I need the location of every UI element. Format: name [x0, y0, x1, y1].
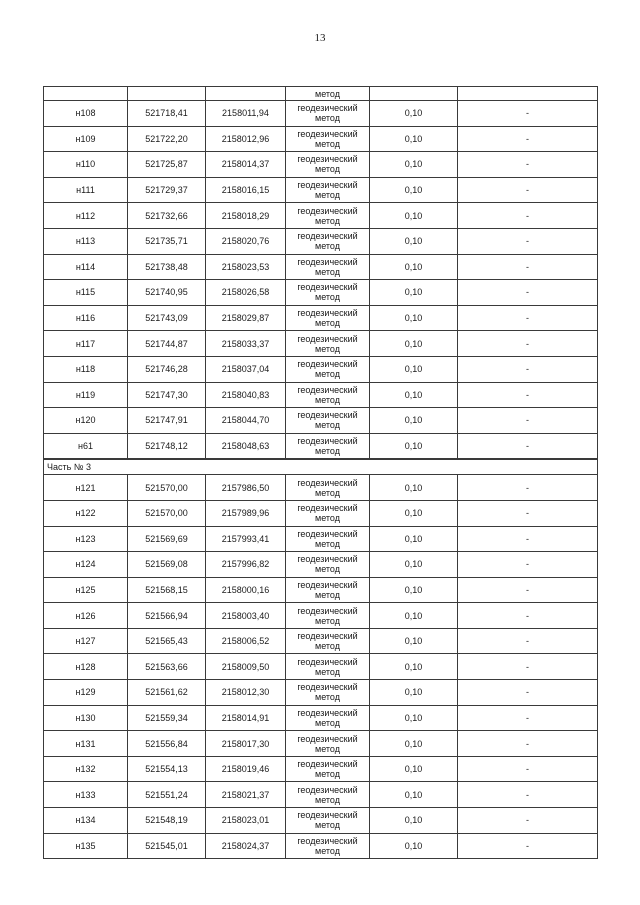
- method-cell: геодезический метод: [286, 603, 370, 629]
- point-cell: н128: [44, 654, 128, 680]
- x-cell: 521563,66: [128, 654, 206, 680]
- method-cell: геодезический метод: [286, 577, 370, 603]
- x-cell: 521554,13: [128, 756, 206, 782]
- accuracy-cell: 0,10: [370, 331, 458, 357]
- remark-cell: -: [458, 101, 598, 127]
- x-cell: 521568,15: [128, 577, 206, 603]
- remark-cell: -: [458, 177, 598, 203]
- accuracy-cell: 0,10: [370, 603, 458, 629]
- x-cell: 521548,19: [128, 808, 206, 834]
- table-row: [44, 228, 598, 254]
- point-cell: н129: [44, 680, 128, 706]
- x-cell: 521559,34: [128, 705, 206, 731]
- x-cell: 521718,41: [128, 101, 206, 127]
- accuracy-cell: 0,10: [370, 680, 458, 706]
- remark-cell: -: [458, 254, 598, 280]
- table-row: [44, 577, 598, 603]
- point-cell: н118: [44, 356, 128, 382]
- table-row: [44, 526, 598, 552]
- point-cell: н121: [44, 475, 128, 501]
- table-row: [44, 126, 598, 152]
- method-cell: геодезический метод: [286, 280, 370, 306]
- accuracy-cell: 0,10: [370, 526, 458, 552]
- table-row: [44, 833, 598, 859]
- remark-cell: -: [458, 705, 598, 731]
- x-cell: 521735,71: [128, 228, 206, 254]
- point-cell: н122: [44, 500, 128, 526]
- point-cell: н120: [44, 408, 128, 434]
- method-cell: геодезический метод: [286, 756, 370, 782]
- table-row: [44, 280, 598, 306]
- method-cell: геодезический метод: [286, 101, 370, 127]
- point-cell: н125: [44, 577, 128, 603]
- method-cell: геодезический метод: [286, 408, 370, 434]
- accuracy-cell: 0,10: [370, 833, 458, 859]
- point-cell: н108: [44, 101, 128, 127]
- remark-cell: -: [458, 731, 598, 757]
- table-row: [44, 87, 598, 101]
- table-row: [44, 356, 598, 382]
- accuracy-cell: 0,10: [370, 228, 458, 254]
- accuracy-cell: 0,10: [370, 356, 458, 382]
- method-cell: геодезический метод: [286, 833, 370, 859]
- point-cell: н117: [44, 331, 128, 357]
- y-cell: [206, 87, 286, 101]
- remark-cell: -: [458, 203, 598, 229]
- y-cell: 2158044,70: [206, 408, 286, 434]
- accuracy-cell: 0,10: [370, 731, 458, 757]
- y-cell: 2158014,37: [206, 152, 286, 178]
- y-cell: 2158026,58: [206, 280, 286, 306]
- y-cell: 2158021,37: [206, 782, 286, 808]
- point-cell: н116: [44, 305, 128, 331]
- y-cell: 2158033,37: [206, 331, 286, 357]
- remark-cell: -: [458, 433, 598, 459]
- x-cell: 521747,30: [128, 382, 206, 408]
- y-cell: 2158029,87: [206, 305, 286, 331]
- remark-cell: [458, 87, 598, 101]
- y-cell: 2157986,50: [206, 475, 286, 501]
- y-cell: 2158014,91: [206, 705, 286, 731]
- remark-cell: -: [458, 331, 598, 357]
- table-row: [44, 500, 598, 526]
- y-cell: 2158040,83: [206, 382, 286, 408]
- x-cell: 521748,12: [128, 433, 206, 459]
- accuracy-cell: 0,10: [370, 475, 458, 501]
- point-cell: н114: [44, 254, 128, 280]
- point-cell: н115: [44, 280, 128, 306]
- table-row: [44, 408, 598, 434]
- method-cell: геодезический метод: [286, 782, 370, 808]
- method-cell: геодезический метод: [286, 526, 370, 552]
- y-cell: 2158012,96: [206, 126, 286, 152]
- remark-cell: -: [458, 833, 598, 859]
- point-cell: н111: [44, 177, 128, 203]
- y-cell: 2158048,63: [206, 433, 286, 459]
- method-cell: геодезический метод: [286, 808, 370, 834]
- x-cell: 521746,28: [128, 356, 206, 382]
- table-row: [44, 756, 598, 782]
- method-cell: геодезический метод: [286, 433, 370, 459]
- method-cell: геодезический метод: [286, 628, 370, 654]
- remark-cell: -: [458, 654, 598, 680]
- x-cell: 521722,20: [128, 126, 206, 152]
- y-cell: 2158017,30: [206, 731, 286, 757]
- y-cell: 2158000,16: [206, 577, 286, 603]
- table-row: [44, 152, 598, 178]
- table-row: [44, 603, 598, 629]
- x-cell: 521566,94: [128, 603, 206, 629]
- remark-cell: -: [458, 126, 598, 152]
- method-cell: геодезический метод: [286, 500, 370, 526]
- remark-cell: -: [458, 808, 598, 834]
- method-cell: геодезический метод: [286, 126, 370, 152]
- table-row: [44, 628, 598, 654]
- remark-cell: -: [458, 756, 598, 782]
- table-row: [44, 475, 598, 501]
- method-cell: геодезический метод: [286, 254, 370, 280]
- point-cell: н134: [44, 808, 128, 834]
- remark-cell: -: [458, 305, 598, 331]
- x-cell: 521569,08: [128, 552, 206, 578]
- accuracy-cell: 0,10: [370, 382, 458, 408]
- x-cell: [128, 87, 206, 101]
- method-cell: геодезический метод: [286, 331, 370, 357]
- y-cell: 2158011,94: [206, 101, 286, 127]
- accuracy-cell: 0,10: [370, 577, 458, 603]
- method-cell: геодезический метод: [286, 203, 370, 229]
- table-row: [44, 305, 598, 331]
- method-cell: геодезический метод: [286, 654, 370, 680]
- accuracy-cell: 0,10: [370, 654, 458, 680]
- table-row: [44, 331, 598, 357]
- method-cell: геодезический метод: [286, 680, 370, 706]
- remark-cell: -: [458, 475, 598, 501]
- table-row: [44, 552, 598, 578]
- x-cell: 521732,66: [128, 203, 206, 229]
- accuracy-cell: [370, 87, 458, 101]
- table-row: [44, 654, 598, 680]
- table-row: [44, 731, 598, 757]
- accuracy-cell: 0,10: [370, 552, 458, 578]
- point-cell: н109: [44, 126, 128, 152]
- y-cell: 2158009,50: [206, 654, 286, 680]
- coordinates-table: [43, 86, 598, 859]
- x-cell: 521545,01: [128, 833, 206, 859]
- accuracy-cell: 0,10: [370, 280, 458, 306]
- point-cell: н130: [44, 705, 128, 731]
- accuracy-cell: 0,10: [370, 254, 458, 280]
- point-cell: н113: [44, 228, 128, 254]
- remark-cell: -: [458, 382, 598, 408]
- y-cell: 2158018,29: [206, 203, 286, 229]
- method-cell: геодезический метод: [286, 705, 370, 731]
- remark-cell: -: [458, 356, 598, 382]
- method-cell: геодезический метод: [286, 731, 370, 757]
- x-cell: 521729,37: [128, 177, 206, 203]
- table-row: [44, 382, 598, 408]
- point-cell: н133: [44, 782, 128, 808]
- point-cell: н119: [44, 382, 128, 408]
- table-row: [44, 203, 598, 229]
- accuracy-cell: 0,10: [370, 152, 458, 178]
- x-cell: 521743,09: [128, 305, 206, 331]
- point-cell: н132: [44, 756, 128, 782]
- accuracy-cell: 0,10: [370, 705, 458, 731]
- accuracy-cell: 0,10: [370, 808, 458, 834]
- y-cell: 2157989,96: [206, 500, 286, 526]
- x-cell: 521747,91: [128, 408, 206, 434]
- remark-cell: -: [458, 500, 598, 526]
- accuracy-cell: 0,10: [370, 628, 458, 654]
- page-number: 13: [314, 32, 326, 44]
- accuracy-cell: 0,10: [370, 408, 458, 434]
- point-cell: н112: [44, 203, 128, 229]
- point-cell: [44, 87, 128, 101]
- remark-cell: -: [458, 228, 598, 254]
- point-cell: н127: [44, 628, 128, 654]
- method-cell: геодезический метод: [286, 356, 370, 382]
- x-cell: 521740,95: [128, 280, 206, 306]
- accuracy-cell: 0,10: [370, 500, 458, 526]
- y-cell: 2158020,76: [206, 228, 286, 254]
- table-row: [44, 782, 598, 808]
- method-cell: метод: [286, 87, 370, 101]
- point-cell: н135: [44, 833, 128, 859]
- section-label: Часть № 3: [44, 459, 598, 475]
- accuracy-cell: 0,10: [370, 305, 458, 331]
- x-cell: 521725,87: [128, 152, 206, 178]
- method-cell: геодезический метод: [286, 475, 370, 501]
- y-cell: 2158006,52: [206, 628, 286, 654]
- accuracy-cell: 0,10: [370, 433, 458, 459]
- x-cell: 521565,43: [128, 628, 206, 654]
- remark-cell: -: [458, 577, 598, 603]
- point-cell: н124: [44, 552, 128, 578]
- section-header-row: [44, 459, 598, 475]
- remark-cell: -: [458, 680, 598, 706]
- x-cell: 521569,69: [128, 526, 206, 552]
- table-row: [44, 433, 598, 459]
- table-row: [44, 177, 598, 203]
- x-cell: 521570,00: [128, 475, 206, 501]
- point-cell: н110: [44, 152, 128, 178]
- method-cell: геодезический метод: [286, 228, 370, 254]
- accuracy-cell: 0,10: [370, 177, 458, 203]
- point-cell: н131: [44, 731, 128, 757]
- y-cell: 2157996,82: [206, 552, 286, 578]
- remark-cell: -: [458, 603, 598, 629]
- y-cell: 2158023,01: [206, 808, 286, 834]
- y-cell: 2158003,40: [206, 603, 286, 629]
- x-cell: 521561,62: [128, 680, 206, 706]
- y-cell: 2158023,53: [206, 254, 286, 280]
- method-cell: геодезический метод: [286, 382, 370, 408]
- x-cell: 521556,84: [128, 731, 206, 757]
- point-cell: н123: [44, 526, 128, 552]
- accuracy-cell: 0,10: [370, 756, 458, 782]
- y-cell: 2158019,46: [206, 756, 286, 782]
- accuracy-cell: 0,10: [370, 203, 458, 229]
- point-cell: н61: [44, 433, 128, 459]
- x-cell: 521570,00: [128, 500, 206, 526]
- remark-cell: -: [458, 408, 598, 434]
- accuracy-cell: 0,10: [370, 126, 458, 152]
- x-cell: 521738,48: [128, 254, 206, 280]
- y-cell: 2157993,41: [206, 526, 286, 552]
- remark-cell: -: [458, 526, 598, 552]
- table-row: [44, 680, 598, 706]
- remark-cell: -: [458, 280, 598, 306]
- x-cell: 521551,24: [128, 782, 206, 808]
- remark-cell: -: [458, 628, 598, 654]
- y-cell: 2158024,37: [206, 833, 286, 859]
- remark-cell: -: [458, 152, 598, 178]
- remark-cell: -: [458, 782, 598, 808]
- table-row: [44, 101, 598, 127]
- method-cell: геодезический метод: [286, 152, 370, 178]
- point-cell: н126: [44, 603, 128, 629]
- table-row: [44, 808, 598, 834]
- method-cell: геодезический метод: [286, 305, 370, 331]
- y-cell: 2158016,15: [206, 177, 286, 203]
- table-row: [44, 705, 598, 731]
- accuracy-cell: 0,10: [370, 101, 458, 127]
- x-cell: 521744,87: [128, 331, 206, 357]
- accuracy-cell: 0,10: [370, 782, 458, 808]
- y-cell: 2158012,30: [206, 680, 286, 706]
- table-row: [44, 254, 598, 280]
- method-cell: геодезический метод: [286, 552, 370, 578]
- remark-cell: -: [458, 552, 598, 578]
- y-cell: 2158037,04: [206, 356, 286, 382]
- method-cell: геодезический метод: [286, 177, 370, 203]
